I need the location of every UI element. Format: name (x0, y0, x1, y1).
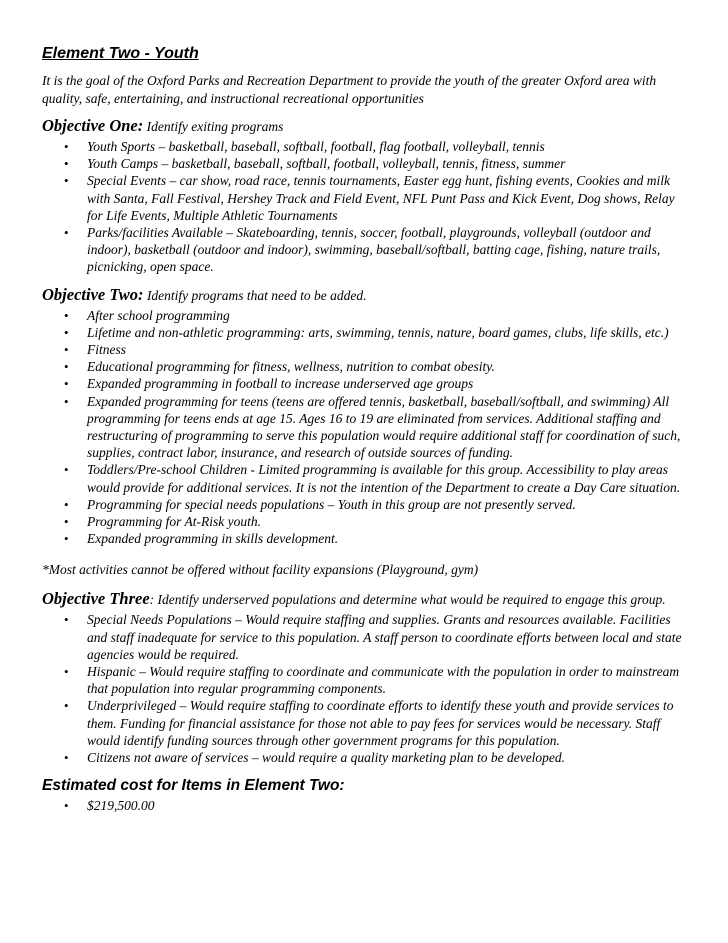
intro-paragraph: It is the goal of the Oxford Parks and Recreation Department to provide the youth of the greater Oxford area with quality, safe, entertaining, and instructional recreational opportunities (42, 73, 657, 106)
objective-one-heading (42, 117, 692, 136)
list-item-text: Fitness (87, 342, 126, 358)
list-item-text: Hispanic – Would require staffing to coordinate and communicate with the population in order to mainstream that population into regular programming components. (87, 664, 680, 697)
cost-value: $219,500.00 (87, 798, 155, 814)
list-item (42, 530, 692, 547)
list-item (42, 341, 692, 358)
bullet-icon: • (64, 156, 69, 172)
list-item (42, 663, 692, 697)
bullet-icon: • (64, 612, 69, 628)
list-item (42, 611, 692, 663)
objective-two-text: Identify programs that need to be added. (146, 287, 367, 303)
list-item-text: After school programming (87, 307, 230, 323)
bullet-icon: • (64, 307, 69, 323)
list-item (42, 307, 692, 324)
estimated-cost-list (42, 797, 692, 814)
objective-three-colon: : (149, 592, 155, 608)
list-item-text: Expanded programming in football to increase underserved age groups (87, 376, 474, 392)
bullet-icon: • (64, 376, 69, 392)
document-page (42, 44, 692, 815)
list-item (42, 324, 692, 341)
bullet-icon: • (64, 496, 69, 512)
list-item (42, 375, 692, 392)
bullet-icon: • (64, 798, 69, 814)
objective-three-list (42, 611, 692, 766)
objective-three-text: Identify underserved populations and determine what would be required to engage this group. (157, 592, 666, 608)
bullet-icon: • (64, 514, 69, 530)
bullet-icon: • (64, 139, 69, 154)
bullet-icon: • (64, 698, 69, 714)
objective-two-label: Objective Two: (42, 284, 144, 304)
list-item-text: Youth Camps – basketball, baseball, softball, football, volleyball, tennis, fitness, summer (87, 156, 566, 172)
bullet-icon: • (64, 342, 69, 358)
list-item-text: Toddlers/Pre-school Children - Limited programming is available for this group. Accessibility to play areas would provide for additional services. It is not the intention of the Department to create a Day Care situation. (87, 462, 681, 495)
list-item (42, 224, 692, 276)
list-item (42, 697, 692, 749)
list-item-text: Special Events – car show, road race, tennis tournaments, Easter egg hunt, fishing events, Cookies and milk with Santa, Fall Festival, Hershey Track and Field Event, NFL Punt Pass and Kick Event, Dog shows, Relay for Life Events, Multiple Athletic Tournaments (87, 173, 675, 223)
list-item-text: Programming for At-Risk youth. (87, 514, 261, 530)
objective-two-list (42, 307, 692, 548)
objective-one-list (42, 138, 692, 276)
facility-note: *Most activities cannot be offered without facility expansions (Playground, gym) (42, 562, 479, 578)
list-item (42, 358, 692, 375)
list-item (42, 461, 692, 495)
list-item-text: Educational programming for fitness, wellness, nutrition to combat obesity. (87, 359, 495, 375)
bullet-icon: • (64, 531, 69, 547)
list-item-text: Programming for special needs populations – Youth in this group are not presently served. (87, 496, 576, 512)
list-item (42, 138, 692, 155)
list-item-text: Youth Sports – basketball, baseball, softball, football, flag football, volleyball, tennis (87, 139, 545, 154)
list-item-text: Expanded programming for teens (teens are offered tennis, basketball, baseball/softball, and swimming) All programming for teens ends at age 15. Ages 16 to 19 are eliminated from services. Additional staffing and restructuring of programming to serve this population would require additional staff for coordination of such, supplies, contract labor, insurance, and research of outside sources of funding. (87, 393, 681, 461)
objective-one-label: Objective One: (42, 116, 144, 135)
bullet-icon: • (64, 462, 69, 478)
list-item (42, 393, 692, 462)
list-item-text: Parks/facilities Available – Skateboarding, tennis, soccer, football, playgrounds, volleyball (outdoor and indoor), basketball (outdoor and indoor), swimming, baseball/softball, batting cage, fishing, nature trails, picnicking, open space. (87, 225, 661, 275)
list-item-text: Citizens not aware of services – would require a quality marketing plan to be developed. (87, 750, 566, 766)
bullet-icon: • (64, 393, 69, 409)
objective-one-text: Identify exiting programs (146, 119, 284, 134)
list-item (42, 749, 692, 766)
bullet-icon: • (64, 173, 69, 189)
bullet-icon: • (64, 324, 69, 340)
list-item (42, 797, 692, 814)
list-item-text: Underprivileged – Would require staffing to coordinate efforts to identify these youth and provide services to them. Funding for financial assistance for those not able to pay fees for services would be necessary. Staff would identify funding sources through other government programs for this population. (87, 698, 674, 748)
list-item-text: Lifetime and non-athletic programming: arts, swimming, tennis, nature, board games, clubs, life skills, etc.) (87, 324, 669, 340)
bullet-icon: • (64, 225, 69, 241)
list-item (42, 513, 692, 530)
list-item (42, 496, 692, 513)
objective-three-label: Objective Three (42, 589, 150, 609)
list-item-text: Special Needs Populations – Would require staffing and supplies. Grants and resources available. Facilities and staff inadequate for service to this population. A staff person to coordinate efforts between local and state agencies would be required. (87, 612, 682, 662)
objective-two-heading (42, 286, 692, 305)
list-item (42, 155, 692, 172)
bullet-icon: • (64, 664, 69, 680)
bullet-icon: • (64, 359, 69, 375)
estimated-cost-heading: Estimated cost for Items in Element Two: (42, 777, 345, 795)
bullet-icon: • (64, 750, 69, 766)
list-item (42, 172, 692, 224)
section-title: Element Two - Youth (42, 45, 199, 62)
list-item-text: Expanded programming in skills development. (87, 531, 339, 547)
objective-three-heading (42, 590, 692, 609)
